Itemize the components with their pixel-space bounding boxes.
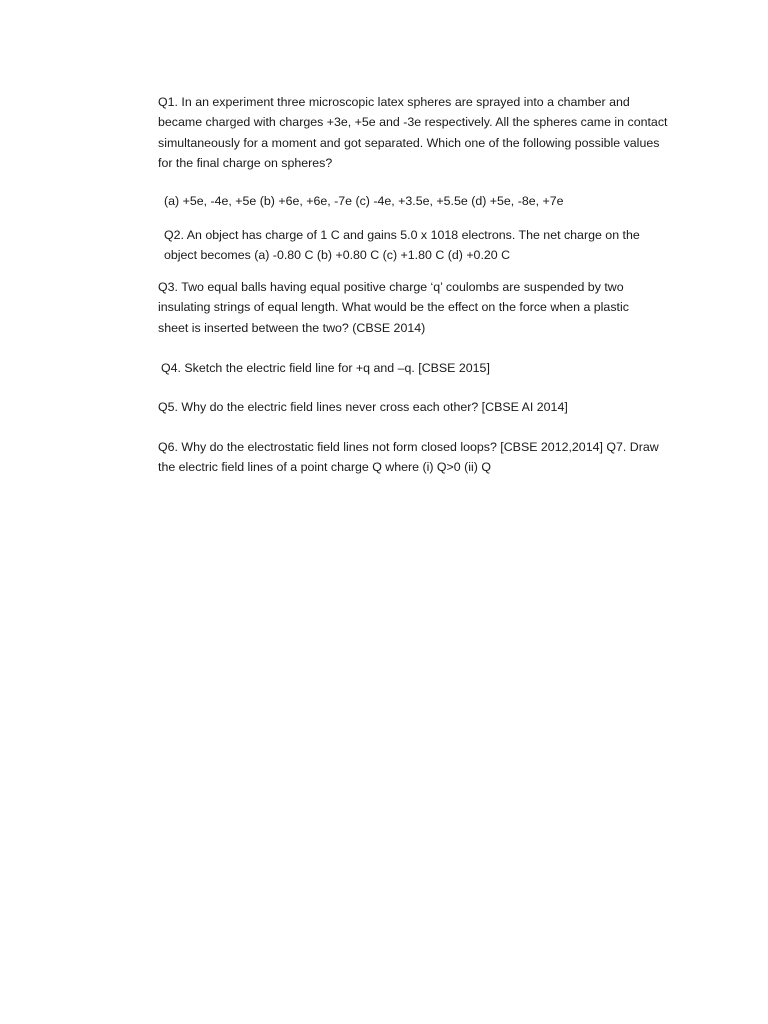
question-1-line: became charged with charges +3e, +5e and -3e respectively. All the spheres came in contact [158,115,668,130]
question-1-line: Q1. In an experiment three microscopic latex spheres are sprayed into a chamber and [158,95,630,109]
question-3-line: sheet is inserted between the two? (CBSE 2014) [158,320,426,335]
question-1-line: for the final charge on spheres? [158,155,333,170]
question-5 [158,397,688,417]
question-5-text: Q5. Why do the electric field lines never cross each other? [CBSE AI 2014] [158,400,568,414]
question-1-options [164,191,684,211]
question-3-line: Q3. Two equal balls having equal positive charge ‘q’ coulombs are suspended by two [158,280,624,294]
question-1-line: simultaneously for a moment and got separated. Which one of the following possible values [158,135,660,150]
question-3 [158,277,688,338]
question-1 [158,92,688,173]
question-4-text: Q4. Sketch the electric field line for +q and –q. [CBSE 2015] [161,361,490,375]
question-1-options-text: (a) +5e, -4e, +5e (b) +6e, +6e, -7e (c) -4e, +3.5e, +5.5e (d) +5e, -8e, +7e [164,194,564,208]
question-2 [164,225,684,266]
question-6-line: Q6. Why do the electrostatic field lines not form closed loops? [CBSE 2012,2014] Q7. Draw [158,440,659,454]
question-6-line: the electric field lines of a point charge Q where (i) Q>0 (ii) Q [158,460,491,475]
question-2-line: Q2. An object has charge of 1 C and gains 5.0 x 1018 electrons. The net charge on the [164,228,640,242]
question-3-line: insulating strings of equal length. What would be the effect on the force when a plastic [158,300,629,315]
question-4 [161,358,681,378]
question-6 [158,437,688,478]
question-2-line: object becomes (a) -0.80 C (b) +0.80 C (c) +1.80 C (d) +0.20 C [164,248,511,263]
